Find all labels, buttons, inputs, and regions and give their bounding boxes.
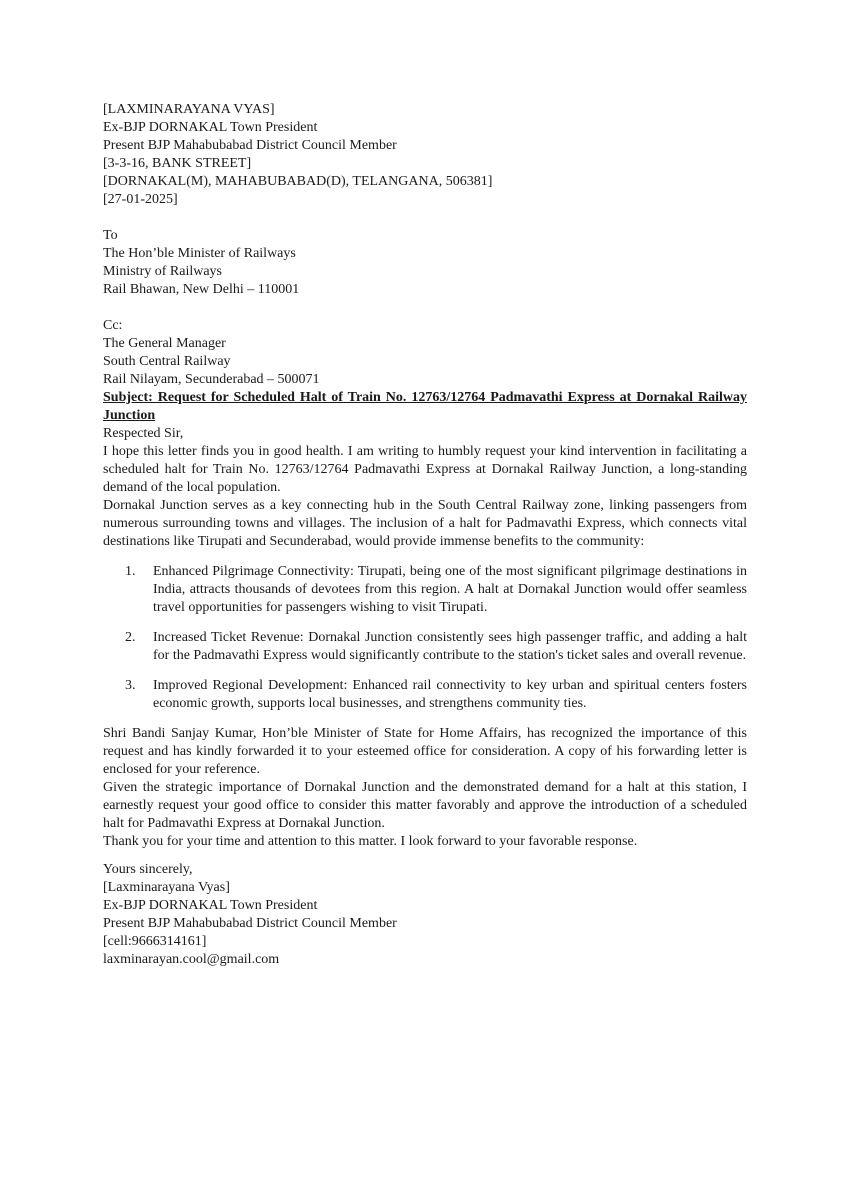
sender-title-1: Ex-BJP DORNAKAL Town President — [103, 120, 318, 135]
closing-title-1: Ex-BJP DORNAKAL Town President — [103, 898, 318, 913]
closing-signature — [103, 861, 747, 969]
benefits-list — [103, 563, 747, 713]
salutation: Respected Sir, — [103, 426, 184, 441]
list-item-number: 3. — [125, 678, 136, 693]
closing-email: laxminarayan.cool@gmail.com — [103, 952, 280, 967]
list-item-text: Improved Regional Development: Enhanced rail connectivity to key urban and spiritual centers fosters economic growth, supports local businesses, and strengthens community ties. — [153, 678, 747, 711]
list-item-number: 1. — [125, 564, 136, 579]
sender-city: [DORNAKAL(M), MAHABUBABAD(D), TELANGANA, 506381] — [103, 174, 493, 189]
letter-page — [103, 101, 747, 969]
subject-line: Subject: Request for Scheduled Halt of Train No. 12763/12764 Padmavathi Express at Dornakal Railway Junction — [103, 390, 747, 423]
closing-title-2: Present BJP Mahabubabad District Council Member — [103, 916, 397, 931]
paragraph-thanks: Thank you for your time and attention to this matter. I look forward to your favorable response. — [103, 834, 638, 849]
cc-address — [103, 317, 747, 389]
sender-title-2: Present BJP Mahabubabad District Council Member — [103, 138, 397, 153]
closing-phone: [cell:9666314161] — [103, 934, 207, 949]
cc-label: Cc: — [103, 318, 123, 333]
list-item — [103, 563, 747, 617]
list-item-number: 2. — [125, 630, 136, 645]
closing-name: [Laxminarayana Vyas] — [103, 880, 230, 895]
cc-org: South Central Railway — [103, 354, 231, 369]
closing-valediction: Yours sincerely, — [103, 862, 193, 877]
letter-date: [27-01-2025] — [103, 192, 178, 207]
list-item — [103, 629, 747, 665]
list-item — [103, 677, 747, 713]
cc-location: Rail Nilayam, Secunderabad – 500071 — [103, 372, 320, 387]
recipient-org: Ministry of Railways — [103, 264, 222, 279]
recipient-location: Rail Bhawan, New Delhi – 110001 — [103, 282, 300, 297]
cc-name: The General Manager — [103, 336, 226, 351]
sender-street: [3-3-16, BANK STREET] — [103, 156, 252, 171]
recipient-name: The Hon’ble Minister of Railways — [103, 246, 296, 261]
sender-address — [103, 101, 747, 209]
paragraph-context: Dornakal Junction serves as a key connecting hub in the South Central Railway zone, linking passengers from numerous surrounding towns and villages. The inclusion of a halt for Padmavathi Express, which connects vital destinations like Tirupati and Secunderabad, would provide immense benefits to the community: — [103, 498, 747, 549]
paragraph-request: Given the strategic importance of Dornakal Junction and the demonstrated demand for a halt at this station, I earnestly request your good office to consider this matter favorably and approve the introduction of a scheduled halt for Padmavathi Express at Dornakal Junction. — [103, 780, 747, 831]
sender-name: [LAXMINARAYANA VYAS] — [103, 102, 275, 117]
recipient-to: To — [103, 228, 118, 243]
paragraph-minister: Shri Bandi Sanjay Kumar, Hon’ble Minister of State for Home Affairs, has recognized the importance of this request and has kindly forwarded it to your esteemed office for consideration. A copy of his forwarding letter is enclosed for your reference. — [103, 726, 747, 777]
list-item-text: Increased Ticket Revenue: Dornakal Junction consistently sees high passenger traffic, and adding a halt for the Padmavathi Express would significantly contribute to the station's ticket sales and overall revenue. — [153, 630, 747, 663]
list-item-text: Enhanced Pilgrimage Connectivity: Tirupati, being one of the most significant pilgrimage destinations in India, attracts thousands of devotees from this region. A halt at Dornakal Junction would offer seamless travel opportunities for passengers wishing to visit Tirupati. — [153, 564, 747, 615]
paragraph-intro: I hope this letter finds you in good health. I am writing to humbly request your kind intervention in facilitating a scheduled halt for Train No. 12763/12764 Padmavathi Express at Dornakal Railway Junction, a long-standing demand of the local population. — [103, 444, 747, 495]
recipient-address — [103, 227, 747, 299]
